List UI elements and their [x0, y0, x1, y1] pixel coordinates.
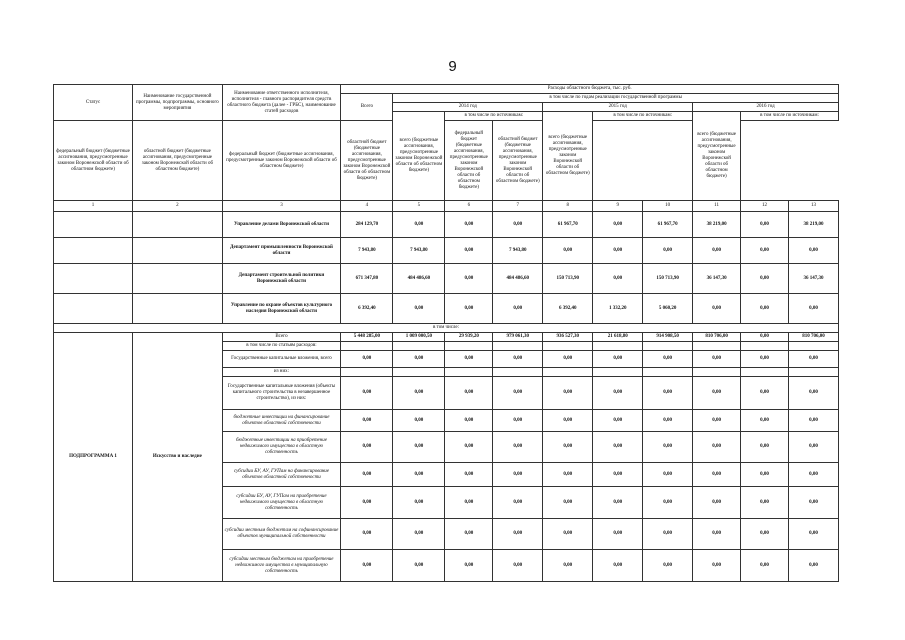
value-cell: 0,00: [693, 550, 741, 582]
value-cell: 0,00: [741, 238, 789, 264]
column-number: 9: [593, 201, 643, 212]
page-number: 9: [448, 58, 457, 75]
value-cell: 0,00: [593, 550, 643, 582]
value-cell: 0,00: [341, 519, 393, 550]
value-cell: 0,00: [593, 264, 643, 294]
table-row: [54, 333, 839, 342]
value-cell: 5 060,20: [643, 294, 693, 324]
value-cell: 38 219,00: [788, 212, 838, 238]
value-cell: 0,00: [788, 294, 838, 324]
expense-article-label: бюджетные инвестиции на финансирование объектов областной собственности: [222, 410, 341, 432]
expense-article-label: субсидии БУ, АУ, ГУПам на приобретение недвижимого имущества в областную собственность: [222, 487, 341, 519]
header-2016-sources: в том числе по источникам:: [741, 112, 839, 121]
empty-cell: [543, 342, 593, 351]
value-cell: 0,00: [493, 294, 543, 324]
value-cell: 0,00: [493, 519, 543, 550]
value-cell: 29 939,20: [445, 333, 493, 342]
empty-cell: [133, 212, 223, 238]
value-cell: 0,00: [341, 410, 393, 432]
value-cell: 7 943,80: [393, 238, 445, 264]
value-cell: 38 219,00: [693, 212, 741, 238]
header-2016-regional: областной бюджет (бюджетные ассигнования, предусмотренные законом Воронежской области об областном бюджете): [493, 121, 543, 201]
expense-article-label: Всего: [222, 333, 341, 342]
value-cell: 0,00: [788, 487, 838, 519]
value-cell: 0,00: [788, 377, 838, 410]
empty-cell: [693, 368, 741, 377]
header-2015-sources: в том числе по источникам:: [593, 112, 693, 121]
value-cell: 0,00: [543, 410, 593, 432]
empty-cell: [593, 342, 643, 351]
column-number: 7: [493, 201, 543, 212]
header-2015-regional: областной бюджет (бюджетные ассигнования, предусмотренные законом Воронежской области об областном бюджете): [341, 121, 393, 201]
header-status: Статус: [54, 85, 133, 121]
value-cell: 1 332,20: [593, 294, 643, 324]
value-cell: 21 618,80: [593, 333, 643, 342]
value-cell: 0,00: [693, 487, 741, 519]
table-row: [54, 324, 839, 333]
header-2014-federal: федеральный бюджет (бюджетные ассигнования, предусмотренные законом Воронежской области об областном бюджете): [54, 121, 133, 201]
value-cell: 0,00: [788, 519, 838, 550]
value-cell: 0,00: [543, 351, 593, 368]
empty-cell: [543, 368, 593, 377]
header-2016-all: всего (бюджетные ассигнования, предусмотренные законом Воронежской области об областном бюджете): [693, 112, 741, 201]
empty-cell: [393, 342, 445, 351]
value-cell: 0,00: [445, 432, 493, 463]
value-cell: 0,00: [643, 410, 693, 432]
column-number: 4: [341, 201, 393, 212]
header-2014-sources: в том числе по источникам:: [445, 112, 543, 121]
value-cell: 0,00: [543, 519, 593, 550]
value-cell: 150 713,90: [543, 264, 593, 294]
value-cell: 36 147,30: [788, 264, 838, 294]
value-cell: 0,00: [741, 212, 789, 238]
value-cell: 0,00: [643, 377, 693, 410]
value-cell: 0,00: [741, 377, 789, 410]
value-cell: 6 392,40: [543, 294, 593, 324]
expense-article-label: из них:: [222, 368, 341, 377]
empty-cell: [133, 264, 223, 294]
budget-table: [53, 84, 839, 582]
value-cell: 0,00: [693, 238, 741, 264]
value-cell: 0,00: [788, 432, 838, 463]
value-cell: 0,00: [643, 550, 693, 582]
empty-cell: [741, 368, 789, 377]
value-cell: 0,00: [593, 377, 643, 410]
value-cell: 0,00: [741, 410, 789, 432]
value-cell: 0,00: [741, 351, 789, 368]
value-cell: 0,00: [393, 550, 445, 582]
value-cell: 36 147,30: [693, 264, 741, 294]
empty-cell: [54, 294, 133, 324]
empty-cell: [341, 368, 393, 377]
value-cell: 0,00: [741, 432, 789, 463]
value-cell: 0,00: [543, 463, 593, 487]
value-cell: 0,00: [493, 463, 543, 487]
value-cell: 0,00: [393, 351, 445, 368]
column-number: 1: [54, 201, 133, 212]
value-cell: 0,00: [445, 377, 493, 410]
value-cell: 0,00: [393, 410, 445, 432]
column-number: 11: [693, 201, 741, 212]
value-cell: 0,00: [543, 238, 593, 264]
header-program-name: Наименование государственной программы, подпрограммы, основного мероприятия: [133, 85, 223, 121]
value-cell: 0,00: [643, 238, 693, 264]
column-number: 5: [393, 201, 445, 212]
value-cell: 0,00: [593, 432, 643, 463]
value-cell: 0,00: [493, 212, 543, 238]
value-cell: 810 706,00: [693, 333, 741, 342]
value-cell: 0,00: [445, 238, 493, 264]
value-cell: 0,00: [741, 294, 789, 324]
value-cell: 0,00: [393, 294, 445, 324]
empty-cell: [493, 368, 543, 377]
value-cell: 0,00: [493, 487, 543, 519]
value-cell: 0,00: [643, 519, 693, 550]
header-executor: Наименование ответственного исполнителя, исполнителя - главного распорядителя средств областного бюджета (далее - ГРБС), наименование статей расходов: [222, 85, 341, 121]
empty-cell: [741, 342, 789, 351]
column-number: 13: [788, 201, 838, 212]
table-row: [54, 264, 839, 294]
value-cell: 0,00: [393, 519, 445, 550]
value-cell: 150 713,90: [643, 264, 693, 294]
table-row: [54, 294, 839, 324]
value-cell: 5 448 285,00: [341, 333, 393, 342]
empty-cell: [788, 368, 838, 377]
empty-cell: [54, 264, 133, 294]
value-cell: 0,00: [741, 264, 789, 294]
value-cell: 936 527,30: [543, 333, 593, 342]
value-cell: 671 347,80: [341, 264, 393, 294]
header-2014-regional: областной бюджет (бюджетные ассигнования, предусмотренные законом Воронежской области об областном бюджете): [133, 121, 223, 201]
executor-name: Департамент промышленности Воронежской области: [222, 238, 341, 264]
value-cell: 0,00: [741, 463, 789, 487]
value-cell: 484 486,60: [493, 264, 543, 294]
expense-article-label: Государственные капитальные вложения (объекты капитального строительства в незавершенное строительство), из них:: [222, 377, 341, 410]
value-cell: 0,00: [741, 550, 789, 582]
empty-cell: [788, 342, 838, 351]
value-cell: 484 486,60: [393, 264, 445, 294]
value-cell: 0,00: [445, 550, 493, 582]
value-cell: 7 943,80: [493, 238, 543, 264]
value-cell: 0,00: [788, 238, 838, 264]
header-expenses: Расходы областного бюджета, тыс. руб.: [341, 85, 839, 94]
header-year-2016: 2016 год: [693, 103, 839, 112]
empty-cell: [693, 342, 741, 351]
value-cell: 0,00: [643, 487, 693, 519]
expense-article-label: в том числе по статьям расходов:: [222, 342, 341, 351]
value-cell: 0,00: [445, 463, 493, 487]
value-cell: 0,00: [445, 351, 493, 368]
value-cell: 0,00: [593, 519, 643, 550]
value-cell: 0,00: [393, 377, 445, 410]
value-cell: 0,00: [493, 351, 543, 368]
value-cell: 0,00: [788, 351, 838, 368]
value-cell: 0,00: [341, 377, 393, 410]
expense-article-label: бюджетные инвестиции на приобретение недвижимого имущества в областную собственность: [222, 432, 341, 463]
value-cell: 0,00: [643, 351, 693, 368]
header-2015-all: всего (бюджетные ассигнования, предусмотренные законом Воронежской области об областном бюджете): [543, 112, 593, 201]
header-2015-federal: федеральный бюджет (бюджетные ассигнования, предусмотренные законом Воронежской области об областном бюджете): [222, 121, 341, 201]
value-cell: 0,00: [593, 463, 643, 487]
value-cell: 0,00: [445, 519, 493, 550]
value-cell: 0,00: [543, 377, 593, 410]
empty-cell: [445, 368, 493, 377]
value-cell: 0,00: [393, 432, 445, 463]
value-cell: 61 967,70: [643, 212, 693, 238]
value-cell: 1 009 000,50: [393, 333, 445, 342]
column-number: 3: [222, 201, 341, 212]
value-cell: 0,00: [445, 212, 493, 238]
value-cell: 0,00: [493, 432, 543, 463]
subprogram-name: Искусство и наследие: [133, 333, 223, 582]
header-by-years: в том числе по годам реализации государственной программы: [393, 94, 839, 103]
empty-cell: [493, 342, 543, 351]
value-cell: 6 392,40: [341, 294, 393, 324]
value-cell: 979 061,30: [493, 333, 543, 342]
value-cell: 0,00: [341, 432, 393, 463]
value-cell: 0,00: [341, 463, 393, 487]
column-number: 8: [543, 201, 593, 212]
value-cell: 0,00: [593, 410, 643, 432]
empty-cell: [54, 238, 133, 264]
header-year-2015: 2015 год: [543, 103, 693, 112]
value-cell: 0,00: [741, 333, 789, 342]
value-cell: 0,00: [543, 487, 593, 519]
value-cell: 0,00: [445, 264, 493, 294]
expense-article-label: субсидии местным бюджетам на софинансирование объектов муниципальной собственности: [222, 519, 341, 550]
value-cell: 0,00: [593, 212, 643, 238]
empty-cell: [133, 294, 223, 324]
header-2016-federal: федеральный бюджет (бюджетные ассигнования, предусмотренные законом Воронежской области об областном бюджете): [445, 121, 493, 201]
value-cell: 0,00: [493, 377, 543, 410]
value-cell: 0,00: [593, 487, 643, 519]
empty-cell: [643, 368, 693, 377]
value-cell: 0,00: [543, 550, 593, 582]
empty-cell: [445, 342, 493, 351]
value-cell: 0,00: [693, 410, 741, 432]
value-cell: 0,00: [693, 294, 741, 324]
header-total: Всего: [341, 94, 393, 121]
empty-cell: [133, 238, 223, 264]
table-row: [54, 238, 839, 264]
empty-cell: [393, 368, 445, 377]
value-cell: 61 967,70: [543, 212, 593, 238]
value-cell: 0,00: [493, 550, 543, 582]
column-number-row: [54, 201, 839, 212]
value-cell: 0,00: [593, 351, 643, 368]
value-cell: 0,00: [445, 487, 493, 519]
column-number: 10: [643, 201, 693, 212]
column-number: 6: [445, 201, 493, 212]
header-2014-all: всего (бюджетные ассигнования, предусмотренные законом Воронежской области об областном бюджете): [393, 112, 445, 201]
column-number: 2: [133, 201, 223, 212]
empty-cell: [643, 342, 693, 351]
value-cell: 0,00: [643, 432, 693, 463]
value-cell: 0,00: [693, 377, 741, 410]
value-cell: 0,00: [393, 212, 445, 238]
value-cell: 0,00: [788, 550, 838, 582]
value-cell: 7 943,80: [341, 238, 393, 264]
expense-article-label: субсидии местным бюджетам на приобретение недвижимого имущества в муниципальную собственность: [222, 550, 341, 582]
empty-cell: [341, 342, 393, 351]
value-cell: 0,00: [788, 463, 838, 487]
value-cell: 0,00: [693, 463, 741, 487]
value-cell: 0,00: [693, 519, 741, 550]
value-cell: 284 129,70: [341, 212, 393, 238]
header-year-2014: 2014 год: [393, 103, 543, 112]
executor-name: Департамент строительной политики Воронежской области: [222, 264, 341, 294]
empty-cell: [54, 212, 133, 238]
value-cell: 914 908,50: [643, 333, 693, 342]
empty-cell: [593, 368, 643, 377]
value-cell: 0,00: [741, 487, 789, 519]
value-cell: 0,00: [341, 550, 393, 582]
column-number: 12: [741, 201, 789, 212]
value-cell: 0,00: [741, 519, 789, 550]
subprogram-status: ПОДПРОГРАММА 1: [54, 333, 133, 582]
value-cell: 0,00: [788, 410, 838, 432]
value-cell: 0,00: [445, 410, 493, 432]
value-cell: 0,00: [593, 238, 643, 264]
value-cell: 0,00: [493, 410, 543, 432]
expense-article-label: Государственные капитальные вложения, всего: [222, 351, 341, 368]
value-cell: 0,00: [393, 487, 445, 519]
executor-name: Управление по охране объектов культурного наследия Воронежской области: [222, 294, 341, 324]
value-cell: 0,00: [693, 432, 741, 463]
value-cell: 0,00: [341, 351, 393, 368]
value-cell: 810 706,00: [788, 333, 838, 342]
value-cell: 0,00: [341, 487, 393, 519]
value-cell: 0,00: [445, 294, 493, 324]
in-that-number-label: в том числе:: [54, 324, 839, 333]
executor-name: Управление делами Воронежской области: [222, 212, 341, 238]
table-row: [54, 212, 839, 238]
value-cell: 0,00: [643, 463, 693, 487]
value-cell: 0,00: [543, 432, 593, 463]
expense-article-label: субсидии БУ, АУ, ГУПам на финансирование объектов областной собственности: [222, 463, 341, 487]
value-cell: 0,00: [693, 351, 741, 368]
value-cell: 0,00: [393, 463, 445, 487]
